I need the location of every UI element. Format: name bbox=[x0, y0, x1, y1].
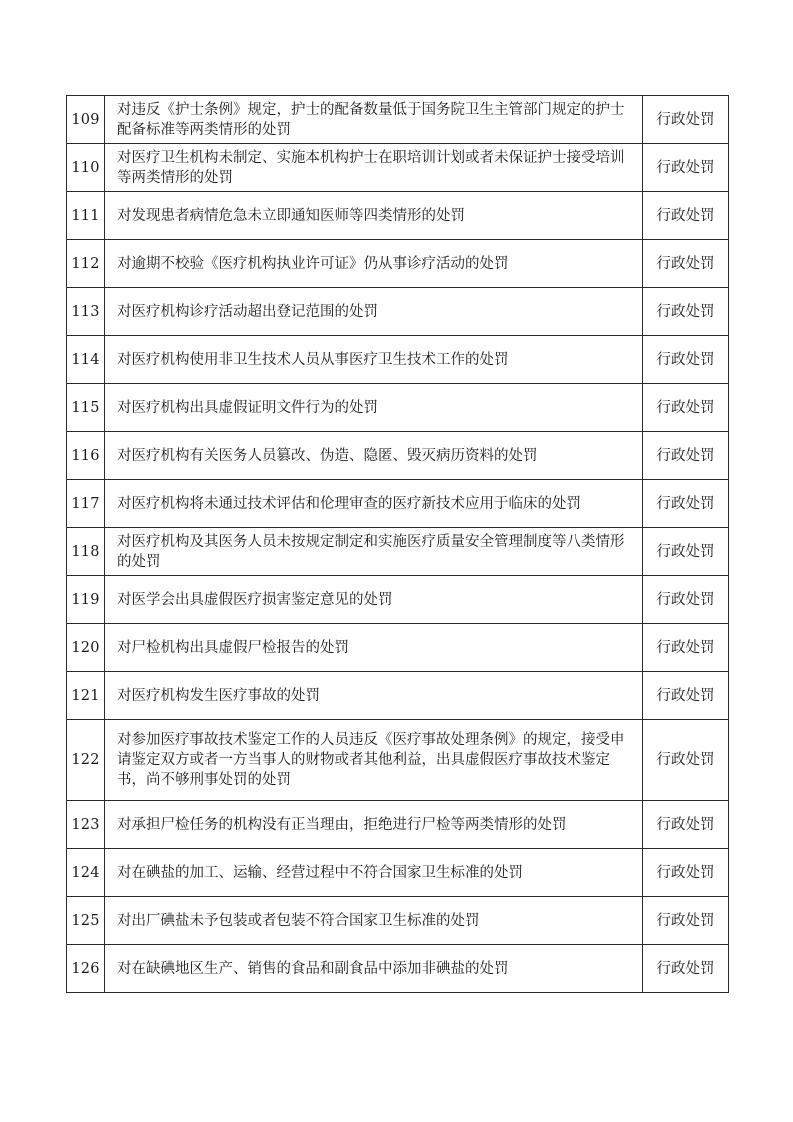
table-row bbox=[67, 384, 729, 432]
item-type: 行政处罚 bbox=[643, 897, 729, 945]
table-row bbox=[67, 624, 729, 672]
item-number: 115 bbox=[67, 384, 105, 432]
item-name: 对医疗机构有关医务人员篡改、伪造、隐匿、毁灭病历资料的处罚 bbox=[105, 432, 643, 480]
item-number: 114 bbox=[67, 336, 105, 384]
item-number: 111 bbox=[67, 192, 105, 240]
item-number: 117 bbox=[67, 480, 105, 528]
item-name: 对尸检机构出具虚假尸检报告的处罚 bbox=[105, 624, 643, 672]
item-number: 123 bbox=[67, 801, 105, 849]
table-row bbox=[67, 192, 729, 240]
item-name: 对医疗卫生机构未制定、实施本机构护士在职培训计划或者未保证护士接受培训等两类情形的处罚 bbox=[105, 144, 643, 192]
item-name: 对参加医疗事故技术鉴定工作的人员违反《医疗事故处理条例》的规定，接受申请鉴定双方或者一方当事人的财物或者其他利益，出具虚假医疗事故技术鉴定书，尚不够刑事处罚的处罚 bbox=[105, 720, 643, 801]
item-name: 对医疗机构使用非卫生技术人员从事医疗卫生技术工作的处罚 bbox=[105, 336, 643, 384]
table-row bbox=[67, 528, 729, 576]
item-type: 行政处罚 bbox=[643, 192, 729, 240]
item-name: 对医疗机构及其医务人员未按规定制定和实施医疗质量安全管理制度等八类情形的处罚 bbox=[105, 528, 643, 576]
table-row bbox=[67, 432, 729, 480]
item-type: 行政处罚 bbox=[643, 336, 729, 384]
item-type: 行政处罚 bbox=[643, 672, 729, 720]
item-name: 对医疗机构发生医疗事故的处罚 bbox=[105, 672, 643, 720]
item-name: 对发现患者病情危急未立即通知医师等四类情形的处罚 bbox=[105, 192, 643, 240]
item-number: 109 bbox=[67, 96, 105, 144]
item-number: 126 bbox=[67, 945, 105, 993]
item-type: 行政处罚 bbox=[643, 480, 729, 528]
item-type: 行政处罚 bbox=[643, 432, 729, 480]
table-row bbox=[67, 945, 729, 993]
item-name: 对在缺碘地区生产、销售的食品和副食品中添加非碘盐的处罚 bbox=[105, 945, 643, 993]
table-row bbox=[67, 144, 729, 192]
item-name: 对违反《护士条例》规定，护士的配备数量低于国务院卫生主管部门规定的护士配备标准等两类情形的处罚 bbox=[105, 96, 643, 144]
item-type: 行政处罚 bbox=[643, 720, 729, 801]
item-number: 110 bbox=[67, 144, 105, 192]
item-name: 对医疗机构将未通过技术评估和伦理审查的医疗新技术应用于临床的处罚 bbox=[105, 480, 643, 528]
item-number: 121 bbox=[67, 672, 105, 720]
item-type: 行政处罚 bbox=[643, 144, 729, 192]
table-row bbox=[67, 336, 729, 384]
table-row bbox=[67, 480, 729, 528]
item-type: 行政处罚 bbox=[643, 96, 729, 144]
item-name: 对出厂碘盐未予包装或者包装不符合国家卫生标准的处罚 bbox=[105, 897, 643, 945]
item-number: 122 bbox=[67, 720, 105, 801]
item-type: 行政处罚 bbox=[643, 624, 729, 672]
item-type: 行政处罚 bbox=[643, 945, 729, 993]
item-number: 112 bbox=[67, 240, 105, 288]
item-number: 120 bbox=[67, 624, 105, 672]
item-name: 对医疗机构出具虚假证明文件行为的处罚 bbox=[105, 384, 643, 432]
table-row bbox=[67, 672, 729, 720]
item-type: 行政处罚 bbox=[643, 576, 729, 624]
item-type: 行政处罚 bbox=[643, 849, 729, 897]
item-type: 行政处罚 bbox=[643, 528, 729, 576]
table-row bbox=[67, 720, 729, 801]
table-row bbox=[67, 288, 729, 336]
item-number: 124 bbox=[67, 849, 105, 897]
table-row bbox=[67, 240, 729, 288]
table-row bbox=[67, 897, 729, 945]
item-name: 对在碘盐的加工、运输、经营过程中不符合国家卫生标准的处罚 bbox=[105, 849, 643, 897]
penalty-items-table bbox=[66, 95, 729, 993]
table-row bbox=[67, 849, 729, 897]
table-row bbox=[67, 801, 729, 849]
item-type: 行政处罚 bbox=[643, 240, 729, 288]
item-type: 行政处罚 bbox=[643, 288, 729, 336]
item-number: 119 bbox=[67, 576, 105, 624]
table-row bbox=[67, 96, 729, 144]
table-row bbox=[67, 576, 729, 624]
item-name: 对逾期不校验《医疗机构执业许可证》仍从事诊疗活动的处罚 bbox=[105, 240, 643, 288]
item-number: 125 bbox=[67, 897, 105, 945]
item-number: 116 bbox=[67, 432, 105, 480]
item-name: 对承担尸检任务的机构没有正当理由，拒绝进行尸检等两类情形的处罚 bbox=[105, 801, 643, 849]
item-number: 113 bbox=[67, 288, 105, 336]
item-type: 行政处罚 bbox=[643, 801, 729, 849]
item-type: 行政处罚 bbox=[643, 384, 729, 432]
item-name: 对医疗机构诊疗活动超出登记范围的处罚 bbox=[105, 288, 643, 336]
item-number: 118 bbox=[67, 528, 105, 576]
item-name: 对医学会出具虚假医疗损害鉴定意见的处罚 bbox=[105, 576, 643, 624]
